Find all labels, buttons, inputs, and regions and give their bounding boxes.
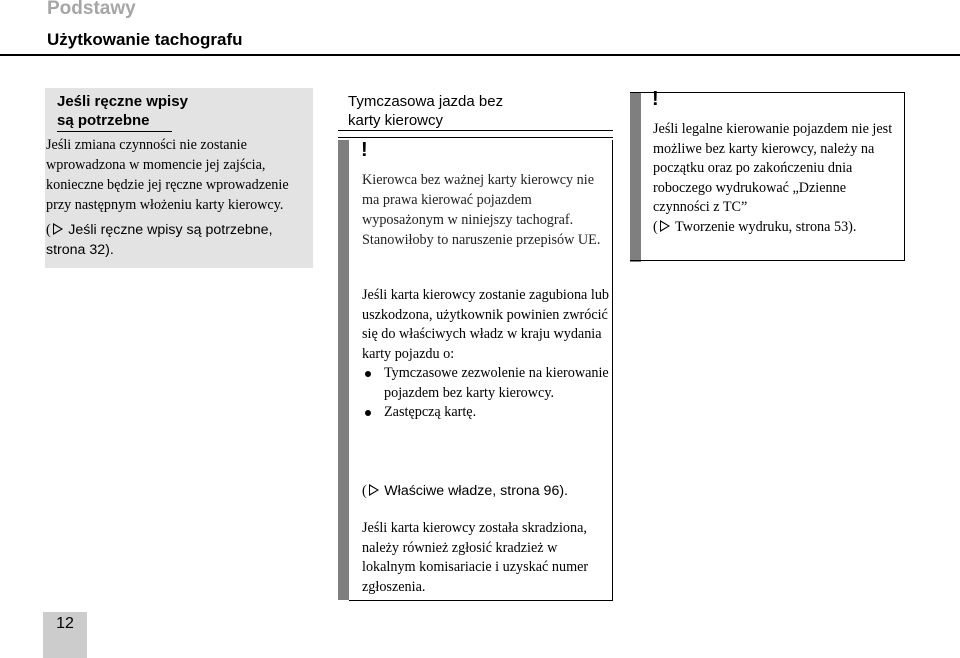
bullet-list (362, 364, 610, 423)
section-rule-top (338, 130, 613, 131)
reference-arrow-icon (660, 220, 670, 232)
reference-link[interactable]: Właściwe władze, strona 96). (384, 483, 568, 499)
notice-warning-icon: ! (652, 88, 659, 110)
list-item: Tymczasowe zezwolenie na kierowanie pojazdem bez karty kierowcy. (362, 364, 610, 403)
section-title: Podstawy (47, 0, 136, 19)
page-number: 12 (56, 615, 74, 632)
section-reference (362, 481, 610, 501)
reference-open-paren: ( (46, 222, 51, 238)
reference-arrow-icon (53, 223, 63, 235)
warning-icon: ! (361, 139, 368, 161)
section-heading-line2: karty kierowcy (348, 112, 444, 129)
section-heading-line1: Tymczasowa jazda bez (348, 93, 504, 110)
reference-arrow-icon (369, 484, 379, 496)
section-rule-bottom (338, 137, 613, 138)
info-box-heading-line2: są potrzebne (57, 112, 150, 129)
page-number-box (43, 612, 87, 658)
notice-main-text: Jeśli legalne kierowanie pojazdem nie jest możliwe bez karty kierowcy, należy na początku oraz po zakończeniu dnia roboczego wydrukować „Dzienne czynności z TC” (653, 121, 893, 215)
info-box-heading-line1: Jeśli ręczne wpisy (57, 93, 188, 110)
info-box-reference (46, 220, 312, 260)
paragraph-intro: Jeśli karta kierowcy zostanie zagubiona lub uszkodzona, użytkownik powinien zwrócić się do właściwych władz w kraju wydania karty pojazdu o: (362, 287, 610, 362)
section-paragraph-theft: Jeśli karta kierowcy została skradziona, należy również zgłosić kradzież w lokalnym komisariacie i uzyskać numer zgłoszenia. (362, 520, 589, 595)
list-item: Zastępczą kartę. (362, 403, 610, 423)
section-paragraph (362, 286, 610, 423)
header-divider (0, 54, 960, 56)
reference-open-paren: ( (653, 218, 658, 235)
reference-link[interactable]: Jeśli ręczne wpisy są potrzebne, strona 32). (46, 222, 273, 258)
info-box-body: Jeśli zmiana czynności nie zostanie wprowadzona w momencie jej zajścia, konieczne będzie jej ręczne wprowadzenie przy następnym włożeniu karty kierowcy. (46, 137, 289, 213)
notice-text (653, 120, 903, 237)
reference-link[interactable]: Tworzenie wydruku, strona 53). (675, 218, 857, 235)
info-box-heading (57, 92, 188, 130)
reference-open-paren: ( (362, 483, 367, 499)
page-title: Użytkowanie tachografu (47, 30, 243, 49)
info-box-heading-underline (57, 131, 172, 132)
warning-text: Kierowca bez ważnej karty kierowcy nie ma prawa kierować pojazdem wyposażonym w niniejszy tachograf. Stanowiłoby to naruszenie przepisów UE. (362, 172, 601, 248)
section-side-strip (338, 140, 349, 600)
info-box (45, 88, 313, 268)
section-heading (348, 92, 503, 130)
